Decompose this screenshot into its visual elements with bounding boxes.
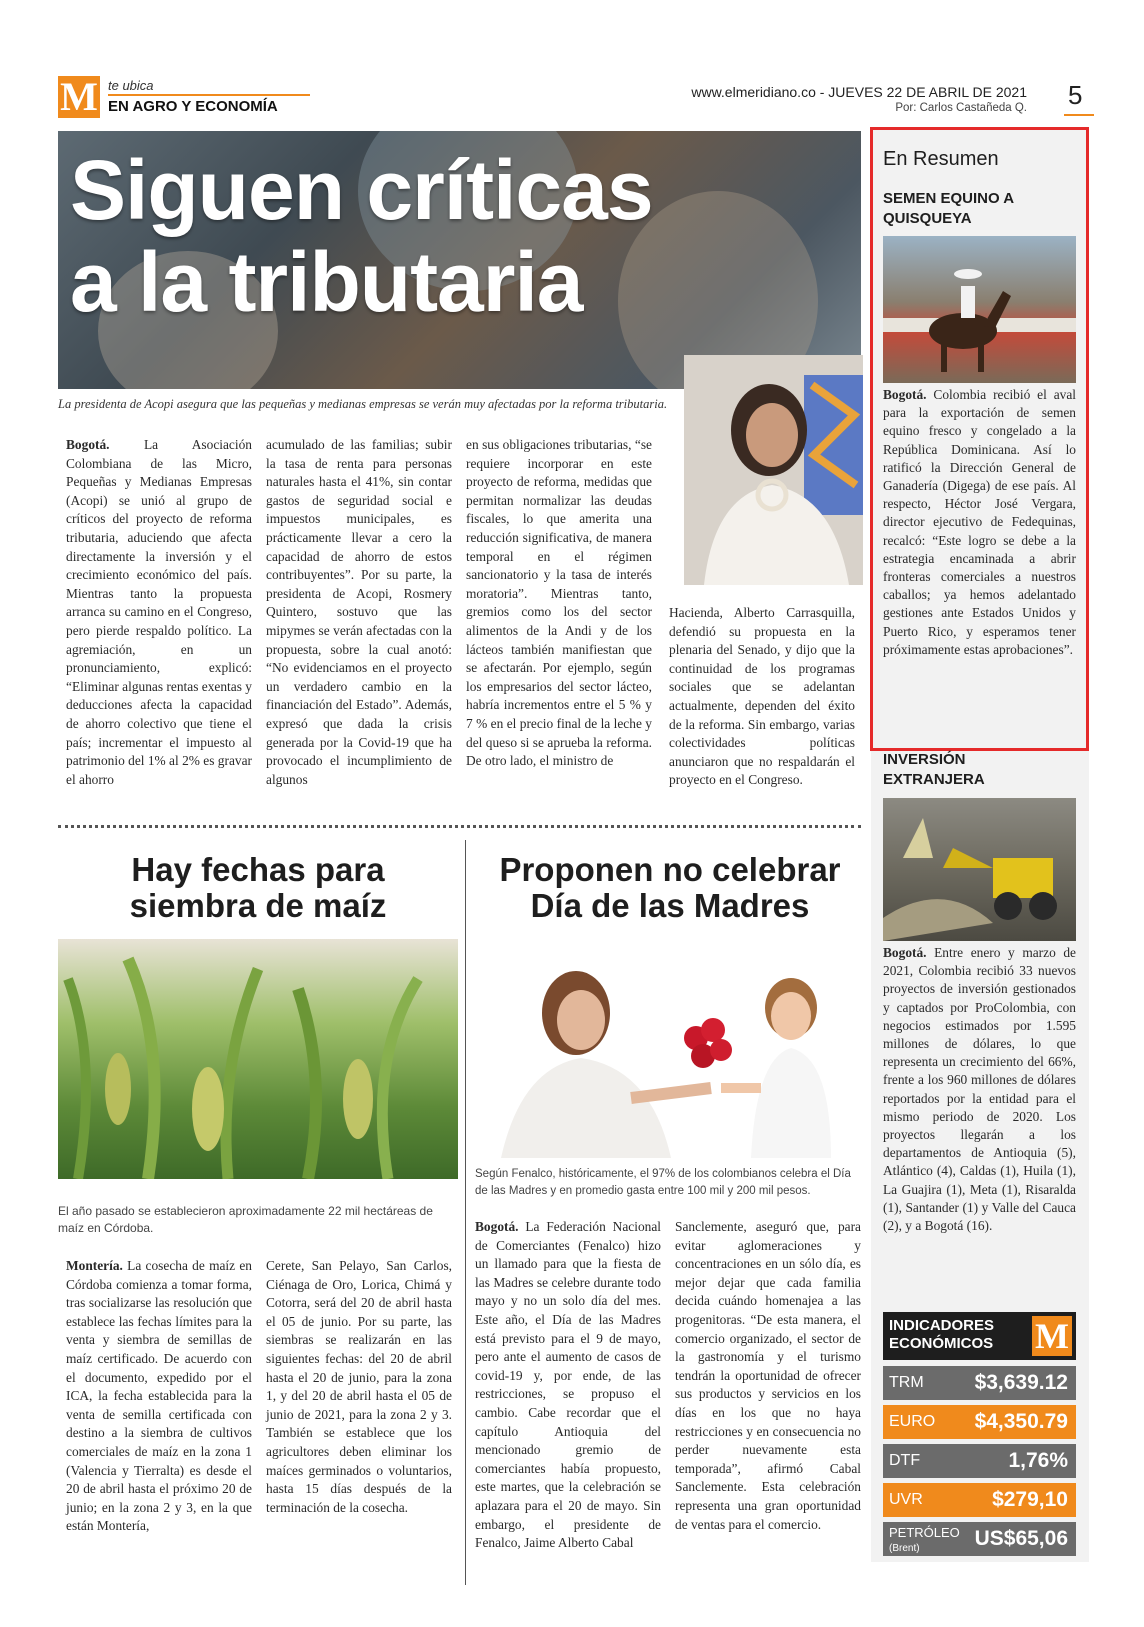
newspaper-logo: M: [58, 76, 100, 118]
indicator-label: TRM: [889, 1374, 924, 1391]
indicator-petroleo: [883, 1522, 1076, 1556]
maiz-col1: [66, 1257, 252, 1536]
madres-col1: [475, 1218, 661, 1553]
madres-dateline: Bogotá.: [475, 1219, 519, 1234]
sidebar-item1-body: Colombia recibió el aval para la exportación de semen equino fresco y congelado a la República Dominicana. Así lo ratificó la Dirección General de Ganadería (Digega) de ese país. Al respecto, Héctor José Vergara, director ejecutivo de Fedequinas, recalcó: “Este logro se debe a la estrategia encaminada a abrir fronteras comerciales a nuestros caballos; ya hemos adelantado gestiones ante Estados Unidos y Puerto Rico, y esperamos tener próximamente estas aprobaciones”.: [883, 387, 1076, 657]
maiz-caption: El año pasado se establecieron aproximadamente 22 mil hectáreas de maíz en Córdoba.: [58, 1204, 433, 1235]
corn-illustration: [58, 939, 458, 1179]
main-headline: [70, 144, 860, 328]
mother-child-illustration: [481, 938, 857, 1158]
indicator-value: US$65,06: [974, 1527, 1068, 1550]
indicator-label: EURO: [889, 1413, 936, 1430]
section-divider: [58, 825, 861, 829]
section-tagline: te ubica: [108, 78, 154, 93]
indicator-value: $279,10: [992, 1488, 1068, 1511]
indicator-euro: [883, 1405, 1076, 1439]
madres-headline: [475, 852, 865, 924]
maiz-photo: [58, 939, 458, 1179]
column-divider: [465, 840, 466, 1585]
maiz-headline-line2: siembra de maíz: [129, 887, 387, 924]
header-date[interactable]: www.elmeridiano.co - JUEVES 22 DE ABRIL DE 2021: [691, 84, 1027, 100]
indicator-value: 1,76%: [1008, 1449, 1068, 1472]
page-number: 5: [1068, 80, 1083, 110]
madres-headline-line2: Día de las Madres: [530, 887, 810, 924]
mining-illustration: [883, 798, 1076, 941]
main-headline-line2: a la tributaria: [70, 235, 583, 329]
indicators-title-line1: INDICADORES: [889, 1317, 995, 1334]
hero-caption: La presidenta de Acopi asegura que las pequeñas y medianas empresas se verán muy afectadas por la reforma tributaria.: [58, 397, 668, 411]
sidebar-item1-dateline: Bogotá.: [883, 387, 927, 402]
maiz-col2: Cerete, San Pelayo, San Carlos, Ciénaga de Oro, Lorica, Chimá y Cotorra, será del 20 de abril hasta el 05 de junio. Por su parte, las siembras se realizarán en las siguientes fechas: del 20 de abril hasta el 20 de junio, para la zona 1, y del 20 de abril hasta el 05 de junio de 2021, para la zona 2 y 3. También se establece que los agricultores deben eliminar los maíces germinados o voluntarios, hasta 15 días después de la terminación de la cosecha.: [266, 1258, 452, 1515]
sidebar-item2-text: [883, 944, 1076, 1235]
sidebar-item2-dateline: Bogotá.: [883, 945, 927, 960]
section-rule: [108, 94, 310, 96]
indicators-header: [883, 1312, 1076, 1360]
indicator-label: [889, 1526, 960, 1556]
portrait-illustration: [684, 355, 863, 585]
portrait-photo: [684, 355, 863, 585]
maiz-headline: [58, 852, 458, 924]
main-story-col3: en sus obligaciones tributarias, “se requiere incorporar en este proyecto de reforma, medidas que permitan normalizar las deudas fiscales, lo que amerita una reducción significativa, de manera temporal en el régimen sancionatorio y la tasa de interés moratoria”. Mientras tanto, gremios como los del sector alimentos de la Andi y de los lácteos también manifiestan que se afectarán. Por ejemplo, según los empresarios del sector lácteo, habría incrementos entre el 5 % y 7 % en el precio final de la leche y del queso si se aprueba la reforma. De otro lado, el ministro de: [466, 437, 652, 769]
sidebar-item2-heading: INVERSIÓN EXTRANJERA: [883, 751, 985, 788]
sidebar-title: En Resumen: [883, 148, 999, 170]
petroleo-label: PETRÓLEO: [889, 1525, 960, 1540]
sidebar-item1-text: [883, 386, 1076, 659]
sidebar-item2-body: Entre enero y marzo de 2021, Colombia recibió 33 nuevos proyectos de inversión gestionados y captados por ProColombia, con negocios estimados por 1.595 millones de dólares, lo que representa un crecimiento del 66%, frente a los 960 millones de dólares reportados por la entidad para el mismo periodo de 2020. Los proyectos llegarán a los departamentos de Antioquia (5), Atlántico (4), Caldas (1), Huila (1), La Guajira (1), Meta (1), Risaralda (1), Santander (1) y Valle del Cauca (2), y a Bogotá (16).: [883, 945, 1076, 1234]
horse-illustration: [883, 236, 1076, 383]
indicators-title-line2: ECONÓMICOS: [889, 1335, 994, 1352]
page-number-rule: [1064, 114, 1094, 116]
madres-col2: Sanclemente, aseguró que, para evitar aglomeraciones y concentraciones en un sólo día, es mejor dejar que cada familia decida cuándo homenajea a las progenitoras. “De esta manera, el comercio organizado, el sector de la gastronomía y el turismo tendrán la oportunidad de ofrecer sus productos y servicios en los días en los que no haya restricciones y en consecuencia no perder nuevamente esta temporada”, afirmó Cabal Sanclemente. Esta celebración representa una gran oportunidad de ventas para el comercio.: [675, 1219, 861, 1532]
indicator-value: $4,350.79: [974, 1410, 1068, 1433]
madres-text1: La Federación Nacional de Comerciantes (Fenalco) hizo un llamado para que la fiesta de las Madres se celebre durante todo mayo y no un solo día del mes. Este año, el Día de las Madres está previsto para el 9 de mayo, pero ante el aumento de casos de covid-19 y, por ende, de las restricciones, se propuso el cambio. Cabe recordar que el capítulo Antioquia del mencionado gremio de comerciantes había propuesto, este martes, que la celebración se aplazara para el 20 de mayo. Sin embargo, el presidente de Fenalco, Jaime Alberto Cabal: [475, 1219, 661, 1551]
indicator-trm: [883, 1366, 1076, 1400]
indicator-dtf: [883, 1444, 1076, 1478]
main-story-dateline: Bogotá.: [66, 437, 110, 452]
horse-photo: [883, 236, 1076, 383]
section-name: EN AGRO Y ECONOMÍA: [108, 98, 278, 115]
header-author: Por: Carlos Castañeda Q.: [895, 102, 1027, 114]
main-story-col4: Hacienda, Alberto Carrasquilla, defendió su propuesta en la plenaria del Senado, y dijo que la continuidad de los programas sociales que se adelantan actualmente, dependen del éxito de la reforma. Sin embargo, varias colectividades políticas anunciaron que no respaldarán el proyecto en el Congreso.: [669, 605, 855, 788]
maiz-text1: La cosecha de maíz en Córdoba comienza a tomar forma, tras socializarse las resolución que establece las fechas límites para la venta y siembra de semillas de maíz certificado. De acuerdo con el documento, expedido por el ICA, la fecha establecida para la venta de semilla certificada con destino a la siembra de cultivos comerciales de maíz en la zona 1 (Valencia y Tierralta) es desde el 20 de abril hasta el próximo 20 de junio; en la zona 2 y 3, en la que están Montería,: [66, 1258, 252, 1534]
main-story-col1: [66, 436, 252, 789]
madres-headline-line1: Proponen no celebrar: [499, 851, 841, 888]
mining-photo: [883, 798, 1076, 941]
indicators-logo: M: [1032, 1316, 1072, 1356]
indicator-value: $3,639.12: [974, 1371, 1068, 1394]
indicator-label: DTF: [889, 1452, 921, 1469]
maiz-dateline: Montería.: [66, 1258, 123, 1273]
indicator-uvr: [883, 1483, 1076, 1517]
sidebar-item1-heading: SEMEN EQUINO A QUISQUEYA: [883, 190, 1014, 227]
indicators-title: [889, 1317, 994, 1353]
madres-caption: Según Fenalco, históricamente, el 97% de los colombianos celebra el Día de las Madres y en promedio gasta entre 100 mil y 200 mil pesos.: [475, 1168, 851, 1197]
maiz-headline-line1: Hay fechas para: [131, 851, 385, 888]
madres-photo: [481, 938, 857, 1158]
main-story-col2: acumulado de las familias; subir la tasa de renta para personas naturales hasta el 41%, sin contar gastos de seguridad social e impuestos municipales, es prácticamente llevar a cero la capacidad de ahorro de estos contribuyentes”. Por su parte, la presidenta de Acopi, Rosmery Quintero, sostuvo que las mipymes se verán afectadas con la propuesta, sobre la cual anotó: “No evidenciamos en el proyecto un verdadero cambio en la financiación del Estado”. Además, expresó que dada la crisis generada por la Covid-19 que ha provocado el incumplimiento de algunos: [266, 437, 452, 787]
main-headline-line1: Siguen críticas: [70, 143, 653, 237]
main-story-text1: La Asociación Colombiana de las Micro, Pequeñas y Medianas Empresas (Acopi) se unió al grupo de críticos del proyecto de reforma tributaria, aduciendo que afecta directamente la inversión y el crecimiento económico del país. Mientras tanto la propuesta arranca su camino en el Congreso, pero pierde respaldo político. La agremiación, en un pronunciamiento, explicó: “Eliminar algunas rentas exentas y deducciones afecta la capacidad de ahorro colectivo que tiene el país; incrementar el impuesto al patrimonio del 1% al 2% es gravar el ahorro: [66, 437, 252, 787]
indicator-label: UVR: [889, 1491, 923, 1508]
petroleo-sublabel: (Brent): [889, 1543, 920, 1554]
